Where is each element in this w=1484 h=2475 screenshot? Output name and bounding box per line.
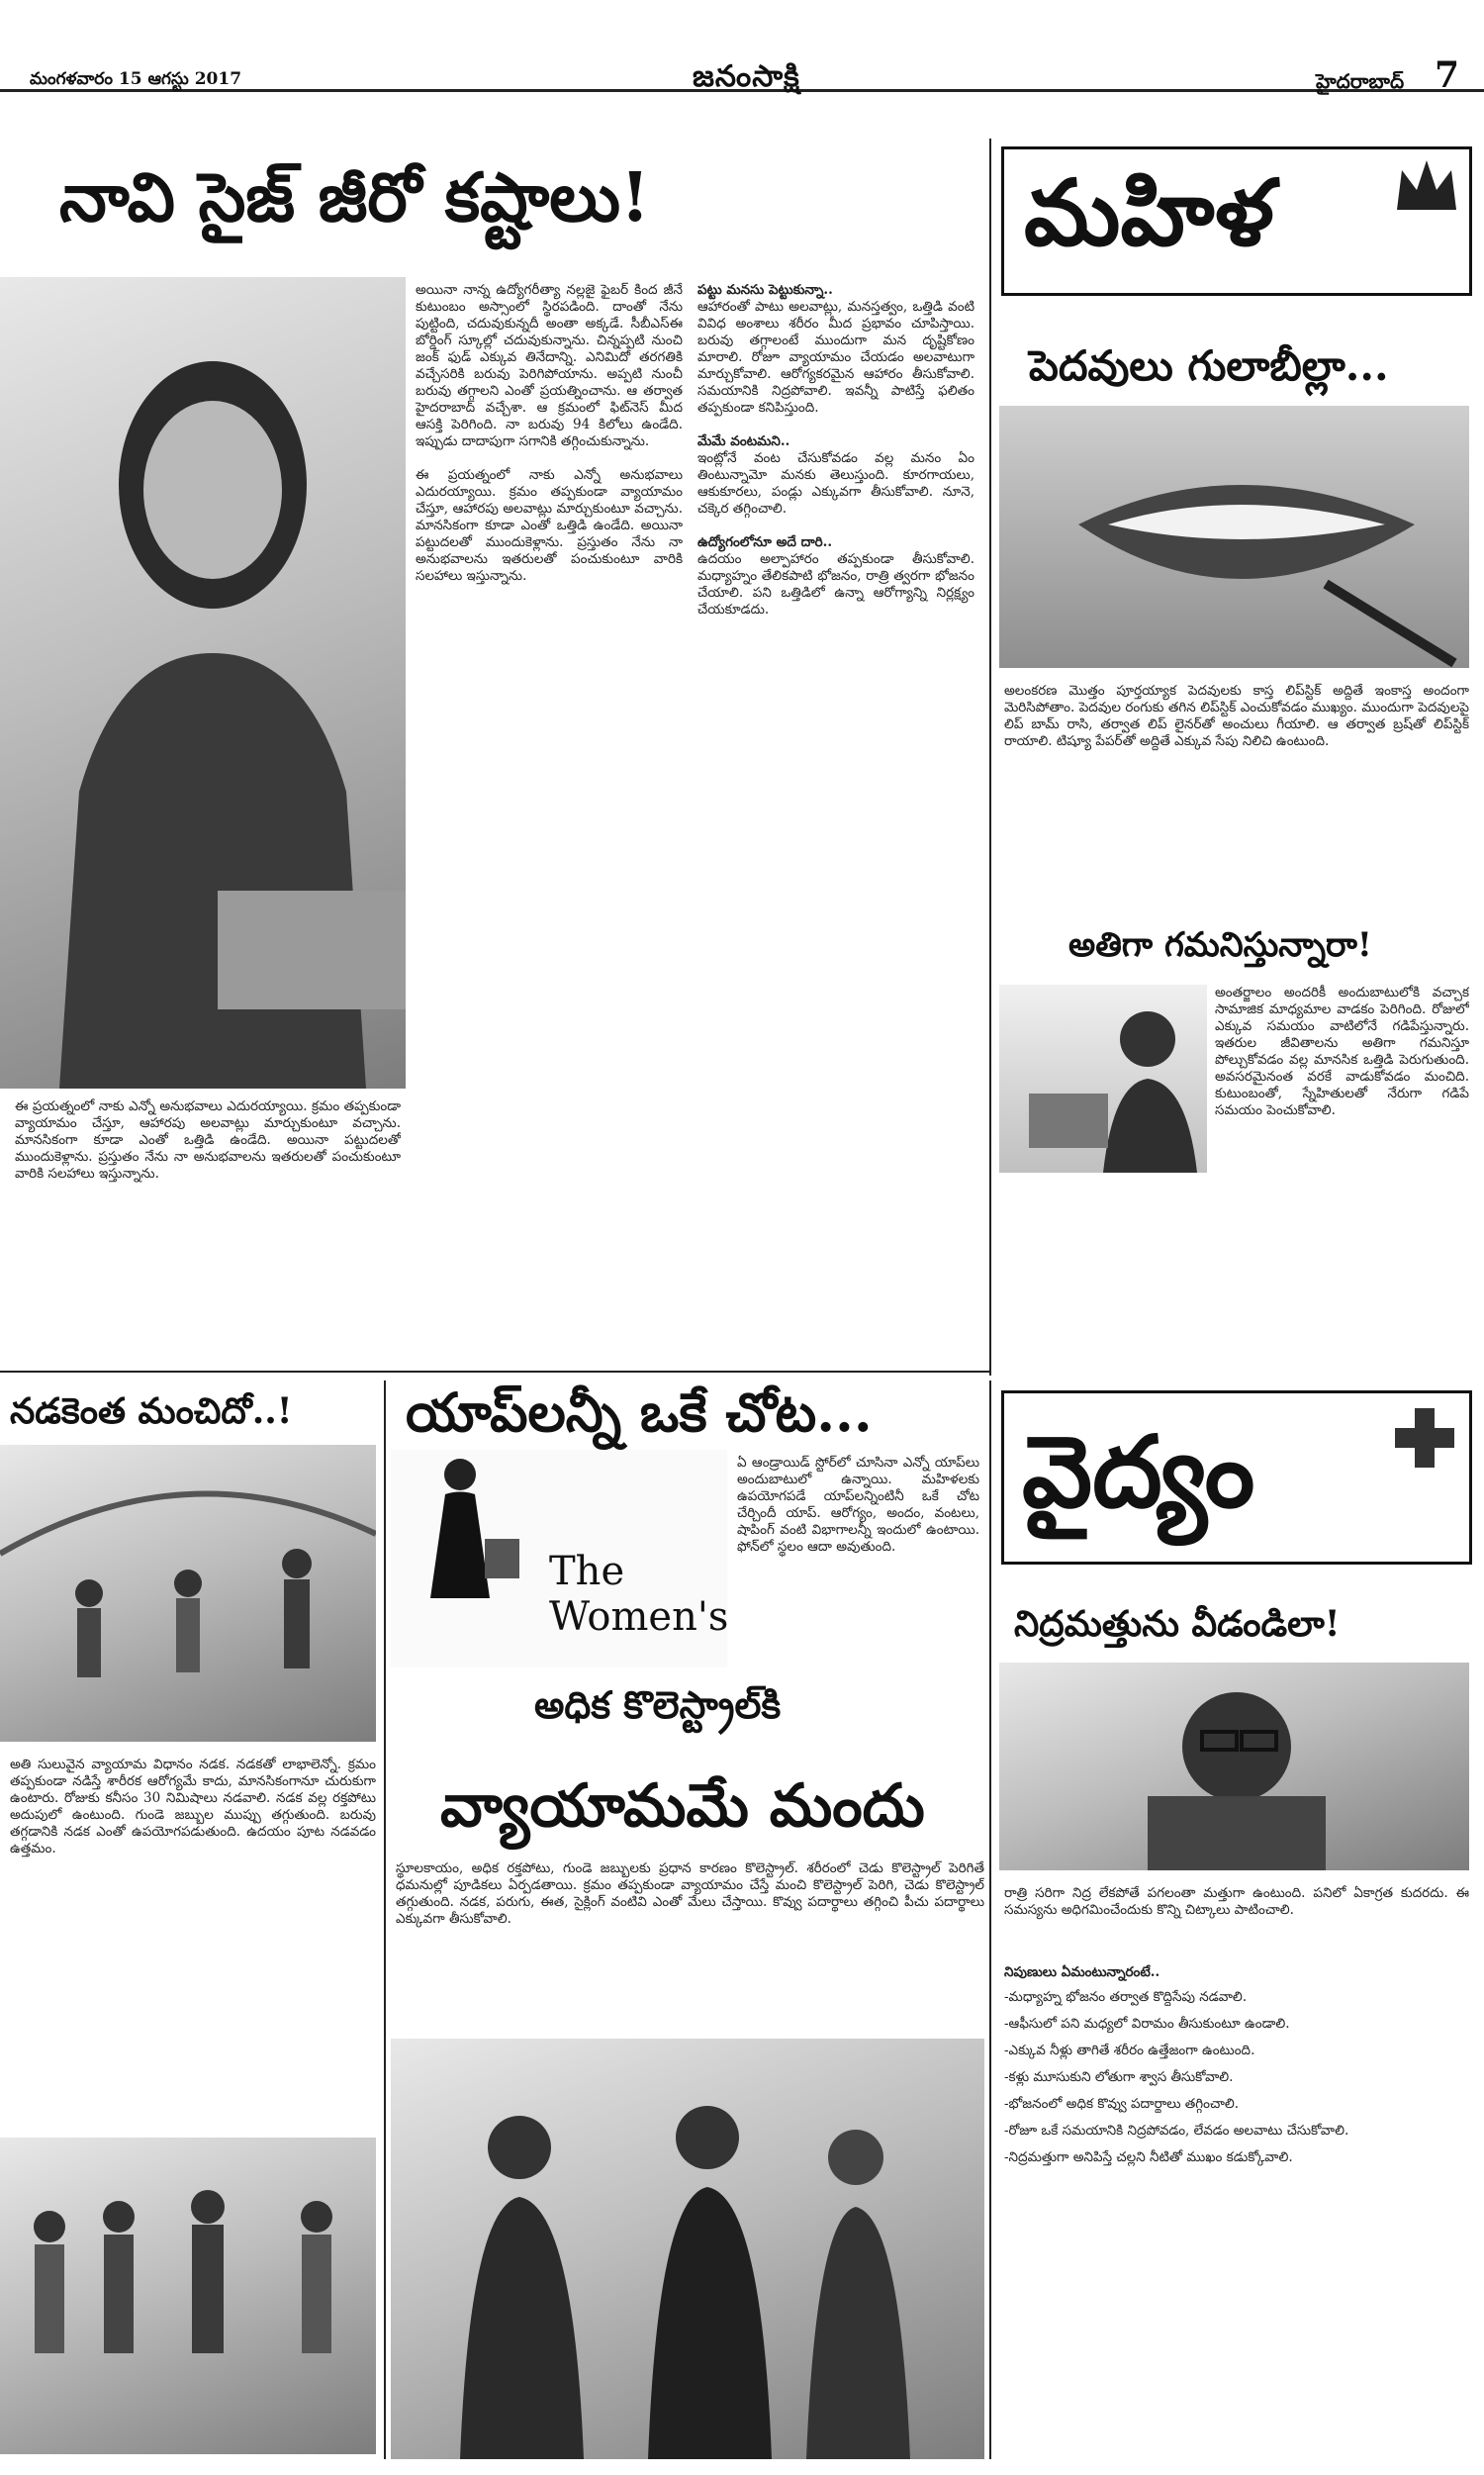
walking-body: అతి సులువైన వ్యాయామ విధానం నడక. నడకతో లాభాలెన్నో. క్రమం తప్పకుండా నడిస్తే శారీరక ఆరోగ్యమే కాదు, మానసికంగానూ చురుకుగా ఉంటారు. రోజుకు కనీసం 30 నిమిషాలు నడవాలి. నడక వల్ల రక్తపోటు అదుపులో ఉంటుంది. గుండె జబ్బుల ముప్పు తగ్గుతుంది. బరువు తగ్గడానికి నడక ఎంతో ఉపయోగపడుతుంది. ఉదయం పూట నడవడం ఉత్తమం. xyxy=(10,1757,376,1856)
womens-app-text: The Women's xyxy=(549,1549,729,1640)
story-headline: నావి సైజ్ జీరో కష్టాలు! xyxy=(59,158,650,238)
runners-photo xyxy=(0,1445,376,1742)
sleepy-man-photo xyxy=(999,1663,1469,1870)
tip-item: -ఎక్కువ నీళ్లు తాగితే శరీరం ఉత్తేజంగా ఉంటుంది. xyxy=(1004,2043,1255,2058)
vaidyam-tips xyxy=(1004,1989,1469,2454)
vaidyam-headline: నిద్రమత్తును వీడండిలా! xyxy=(1014,1603,1341,1645)
lips-photo xyxy=(999,406,1469,668)
cholesterol-headline-big: వ్యాయామమే మందు xyxy=(440,1771,925,1841)
gym-photo xyxy=(391,2039,984,2459)
section-headline-2: అతిగా గమనిస్తున్నారా! xyxy=(1068,925,1372,965)
story-body: అయినా నాన్న ఉద్యోగరీత్యా నల్లజై ఫైబర్ కింద జీనే కుటుంబం అస్సాంలో స్థిరపడింది. దాంతో నేను పుట్టింది, చదువుకున్నదీ అంతా అక్కడే. సీబీఎస్ఈ బోర్డింగ్ స్కూల్లో చదువుకున్నాను. చిన్నప్పటి నుంచి జంక్ ఫుడ్ ఎక్కువ తినేదాన్ని. ఎనిమిదో తరగతికి వచ్చేసరికి బరువు పెరిగిపోయాను. అప్పటి నుంచీ బరువు తగ్గాలని ఎంతో ప్రయత్నించాను. ఆ తర్వాత హైదరాబాద్ వచ్చేశా. ఆ క్రమంలో ఫిట్‌నెస్ మీద ఆసక్తి పెరిగింది. నా బరువు 94 కిలోలు ఉండేది. ఇప్పుడు దాదాపుగా సగానికి తగ్గించుకున్నాను. ఈ ప్రయత్నంలో నాకు ఎన్నో అనుభవాలు ఎదురయ్యాయి. క్రమం తప్పకుండా వ్యాయామం చేస్తూ, ఆహారపు అలవాట్లు మార్చుకుంటూ వచ్చాను. మానసికంగా కూడా ఎంతో ఒత్తిడి ఉండేది. అయినా పట్టుదలతో ముందుకెళ్లాను. ప్రస్తుతం నేను నా అనుభవాలను ఇతరులతో పంచుకుంటూ వారికి సలహాలు ఇస్తున్నాను. xyxy=(416,282,683,584)
tip-item: -మధ్యాహ్న భోజనం తర్వాత కొద్దిసేపు నడవాలి. xyxy=(1004,1989,1248,2005)
medical-cross-icon xyxy=(1390,1403,1459,1473)
issue-date: మంగళవారం 15 ఆగస్టు 2017 xyxy=(30,69,242,89)
masthead: జనంసాక్షి xyxy=(693,59,800,94)
walkers-photo xyxy=(0,2138,376,2454)
tip-item: -ఆఫీసులో పని మధ్యలో విరామం తీసుకుంటూ ఉండాలి. xyxy=(1004,2016,1290,2032)
divider xyxy=(989,1380,991,2459)
crown-icon xyxy=(1392,155,1461,215)
divider xyxy=(0,1371,989,1373)
vaidyam-logo: వైద్యం xyxy=(1022,1413,1255,1530)
walking-headline: నడకెంత మంచిదో..! xyxy=(10,1390,293,1432)
portrait-photo xyxy=(0,277,406,1089)
tip-item: -భోజనంలో అధిక కొవ్వు పదార్థాలు తగ్గించాలి. xyxy=(1004,2096,1240,2112)
story-body-col0: ఈ ప్రయత్నంలో నాకు ఎన్నో అనుభవాలు ఎదురయ్యాయి. క్రమం తప్పకుండా వ్యాయామం చేస్తూ, ఆహారపు అలవాట్లు మార్చుకుంటూ వచ్చాను. మానసికంగా కూడా ఎంతో ఒత్తిడి ఉండేది. అయినా పట్టుదలతో ముందుకెళ్లాను. ప్రస్తుతం నేను నా అనుభవాలను ఇతరులతో పంచుకుంటూ వారికి సలహాలు ఇస్తున్నాను. xyxy=(15,1098,401,1182)
laptop-woman-photo xyxy=(999,985,1207,1173)
section-body: అలంకరణ మొత్తం పూర్తయ్యాక పెదవులకు కాస్త లిప్‌స్టిక్ అద్దితే ఇంకాస్త అందంగా మెరిసిపోతాం. పెదవుల రంగుకు తగిన లిప్‌స్టిక్ ఎంచుకోవడం ముఖ్యం. ముందుగా పెదవులపై లిప్ బామ్ రాసి, తర్వాత లిప్ లైనర్‌తో అంచులు గీయాలి. ఆ తర్వాత బ్రష్‌తో లిప్‌స్టిక్ రాయాలి. టిష్యూ పేపర్‌తో అద్దితే ఎక్కువ సేపు నిలిచి ఉంటుంది. xyxy=(1004,683,1469,749)
apps-headline: యాప్‌లన్నీ ఒకే చోట... xyxy=(406,1380,873,1444)
section-logo-box xyxy=(1001,146,1472,296)
vaidyam-tip-title: నిపుణులు ఏమంటున్నారంటే.. xyxy=(1004,1964,1160,1980)
tip-item: -నిద్రమత్తుగా అనిపిస్తే చల్లని నీటితో ముఖం కడుక్కోవాలి. xyxy=(1004,2149,1293,2165)
divider xyxy=(384,1380,386,2459)
divider xyxy=(989,139,991,1376)
section-body-2: అంతర్జాలం అందరికీ అందుబాటులోకి వచ్చాక సామాజిక మాధ్యమాల వాడకం పెరిగింది. రోజులో ఎక్కువ సమయం వాటిలోనే గడిపేస్తున్నారు. ఇతరుల జీవితాలను అతిగా గమనిస్తూ పోల్చుకోవడం వల్ల మానసిక ఒత్తిడి పెరుగుతుంది. అవసరమైనంత వరకే వాడుకోవడం మంచిది. కుటుంబంతో, స్నేహితులతో నేరుగా గడిపే సమయం పెంచుకోవాలి. xyxy=(1215,985,1469,1118)
cholesterol-headline-small: అధిక కొలెస్ట్రాల్‌కి xyxy=(534,1682,782,1727)
cholesterol-body: స్థూలకాయం, అధిక రక్తపోటు, గుండె జబ్బులకు ప్రధాన కారణం కొలెస్ట్రాల్. శరీరంలో చెడు కొలెస్ట్రాల్ పెరిగితే ధమనుల్లో పూడికలు ఏర్పడతాయి. క్రమం తప్పకుండా వ్యాయామం చేస్తే మంచి కొలెస్ట్రాల్ పెరిగి, చెడు కొలెస్ట్రాల్ తగ్గుతుంది. నడక, పరుగు, ఈత, సైక్లింగ్ వంటివి ఎంతో మేలు చేస్తాయి. కొవ్వు పదార్థాలు తగ్గించి పీచు పదార్థాలు ఎక్కువగా తీసుకోవాలి. xyxy=(396,1860,984,1927)
edition-city: హైదరాబాద్ xyxy=(1316,69,1405,93)
tip-item: -రోజూ ఒకే సమయానికి నిద్రపోవడం, లేవడం అలవాటు చేసుకోవాలి. xyxy=(1004,2123,1349,2139)
apps-body: ఏ ఆండ్రాయిడ్ స్టోర్‌లో చూసినా ఎన్నో యాప్‌లు అందుబాటులో ఉన్నాయి. మహిళలకు ఉపయోగపడే యాప్‌లన్నింటినీ ఒకే చోట చేర్చిందీ యాప్. ఆరోగ్యం, అందం, వంటలు, షాపింగ్ వంటి విభాగాలన్నీ ఇందులో ఉంటాయి. ఫోన్‌లో స్థలం ఆదా అవుతుంది. xyxy=(737,1455,979,1555)
vaidyam-logo-box xyxy=(1001,1390,1472,1565)
page-number: 7 xyxy=(1435,54,1460,96)
vaidyam-body: రాత్రి సరిగా నిద్ర లేకపోతే పగలంతా మత్తుగా ఉంటుంది. పనిలో ఏకాగ్రత కుదరదు. ఈ సమస్యను అధిగమించేందుకు కొన్ని చిట్కాలు పాటించాలి. xyxy=(1004,1885,1469,1918)
section-logo: మహిళ xyxy=(1024,159,1274,266)
section-headline: పెదవులు గులాబీల్లా... xyxy=(1029,341,1389,390)
story-body-col2: పట్టు మనసు పెట్టుకున్నా.. ఆహారంతో పాటు అలవాట్లు, మనస్తత్వం, ఒత్తిడి వంటి వివిధ అంశాలు శరీరం మీద ప్రభావం చూపిస్తాయి. బరువు తగ్గాలంటే ముందుగా మన దృష్టికోణం మారాలి. రోజూ వ్యాయామం చేయడం అలవాటుగా మార్చుకోవాలి. ఆరోగ్యకరమైన ఆహారం తీసుకోవాలి. సమయానికి నిద్రపోవాలి. ఇవన్నీ పాటిస్తే ఫలితం తప్పకుండా కనిపిస్తుంది. మేమే వంటమని.. ఇంట్లోనే వంట చేసుకోవడం వల్ల మనం ఏం తింటున్నామో మనకు తెలుస్తుంది. కూరగాయలు, ఆకుకూరలు, పండ్లు ఎక్కువగా తీసుకోవాలి. నూనె, చక్కెర తగ్గించాలి. ఉద్యోగంలోనూ అదే దారి.. ఉదయం అల్పాహారం తప్పకుండా తీసుకోవాలి. మధ్యాహ్నం తేలికపాటి భోజనం, రాత్రి త్వరగా భోజనం చేయాలి. పని ఒత్తిడిలో ఉన్నా ఆరోగ్యాన్ని నిర్లక్ష్యం చేయకూడదు. xyxy=(697,282,974,618)
womens-app-graphic xyxy=(391,1450,727,1667)
tip-item: -కళ్లు మూసుకుని లోతుగా శ్వాస తీసుకోవాలి. xyxy=(1004,2069,1234,2085)
